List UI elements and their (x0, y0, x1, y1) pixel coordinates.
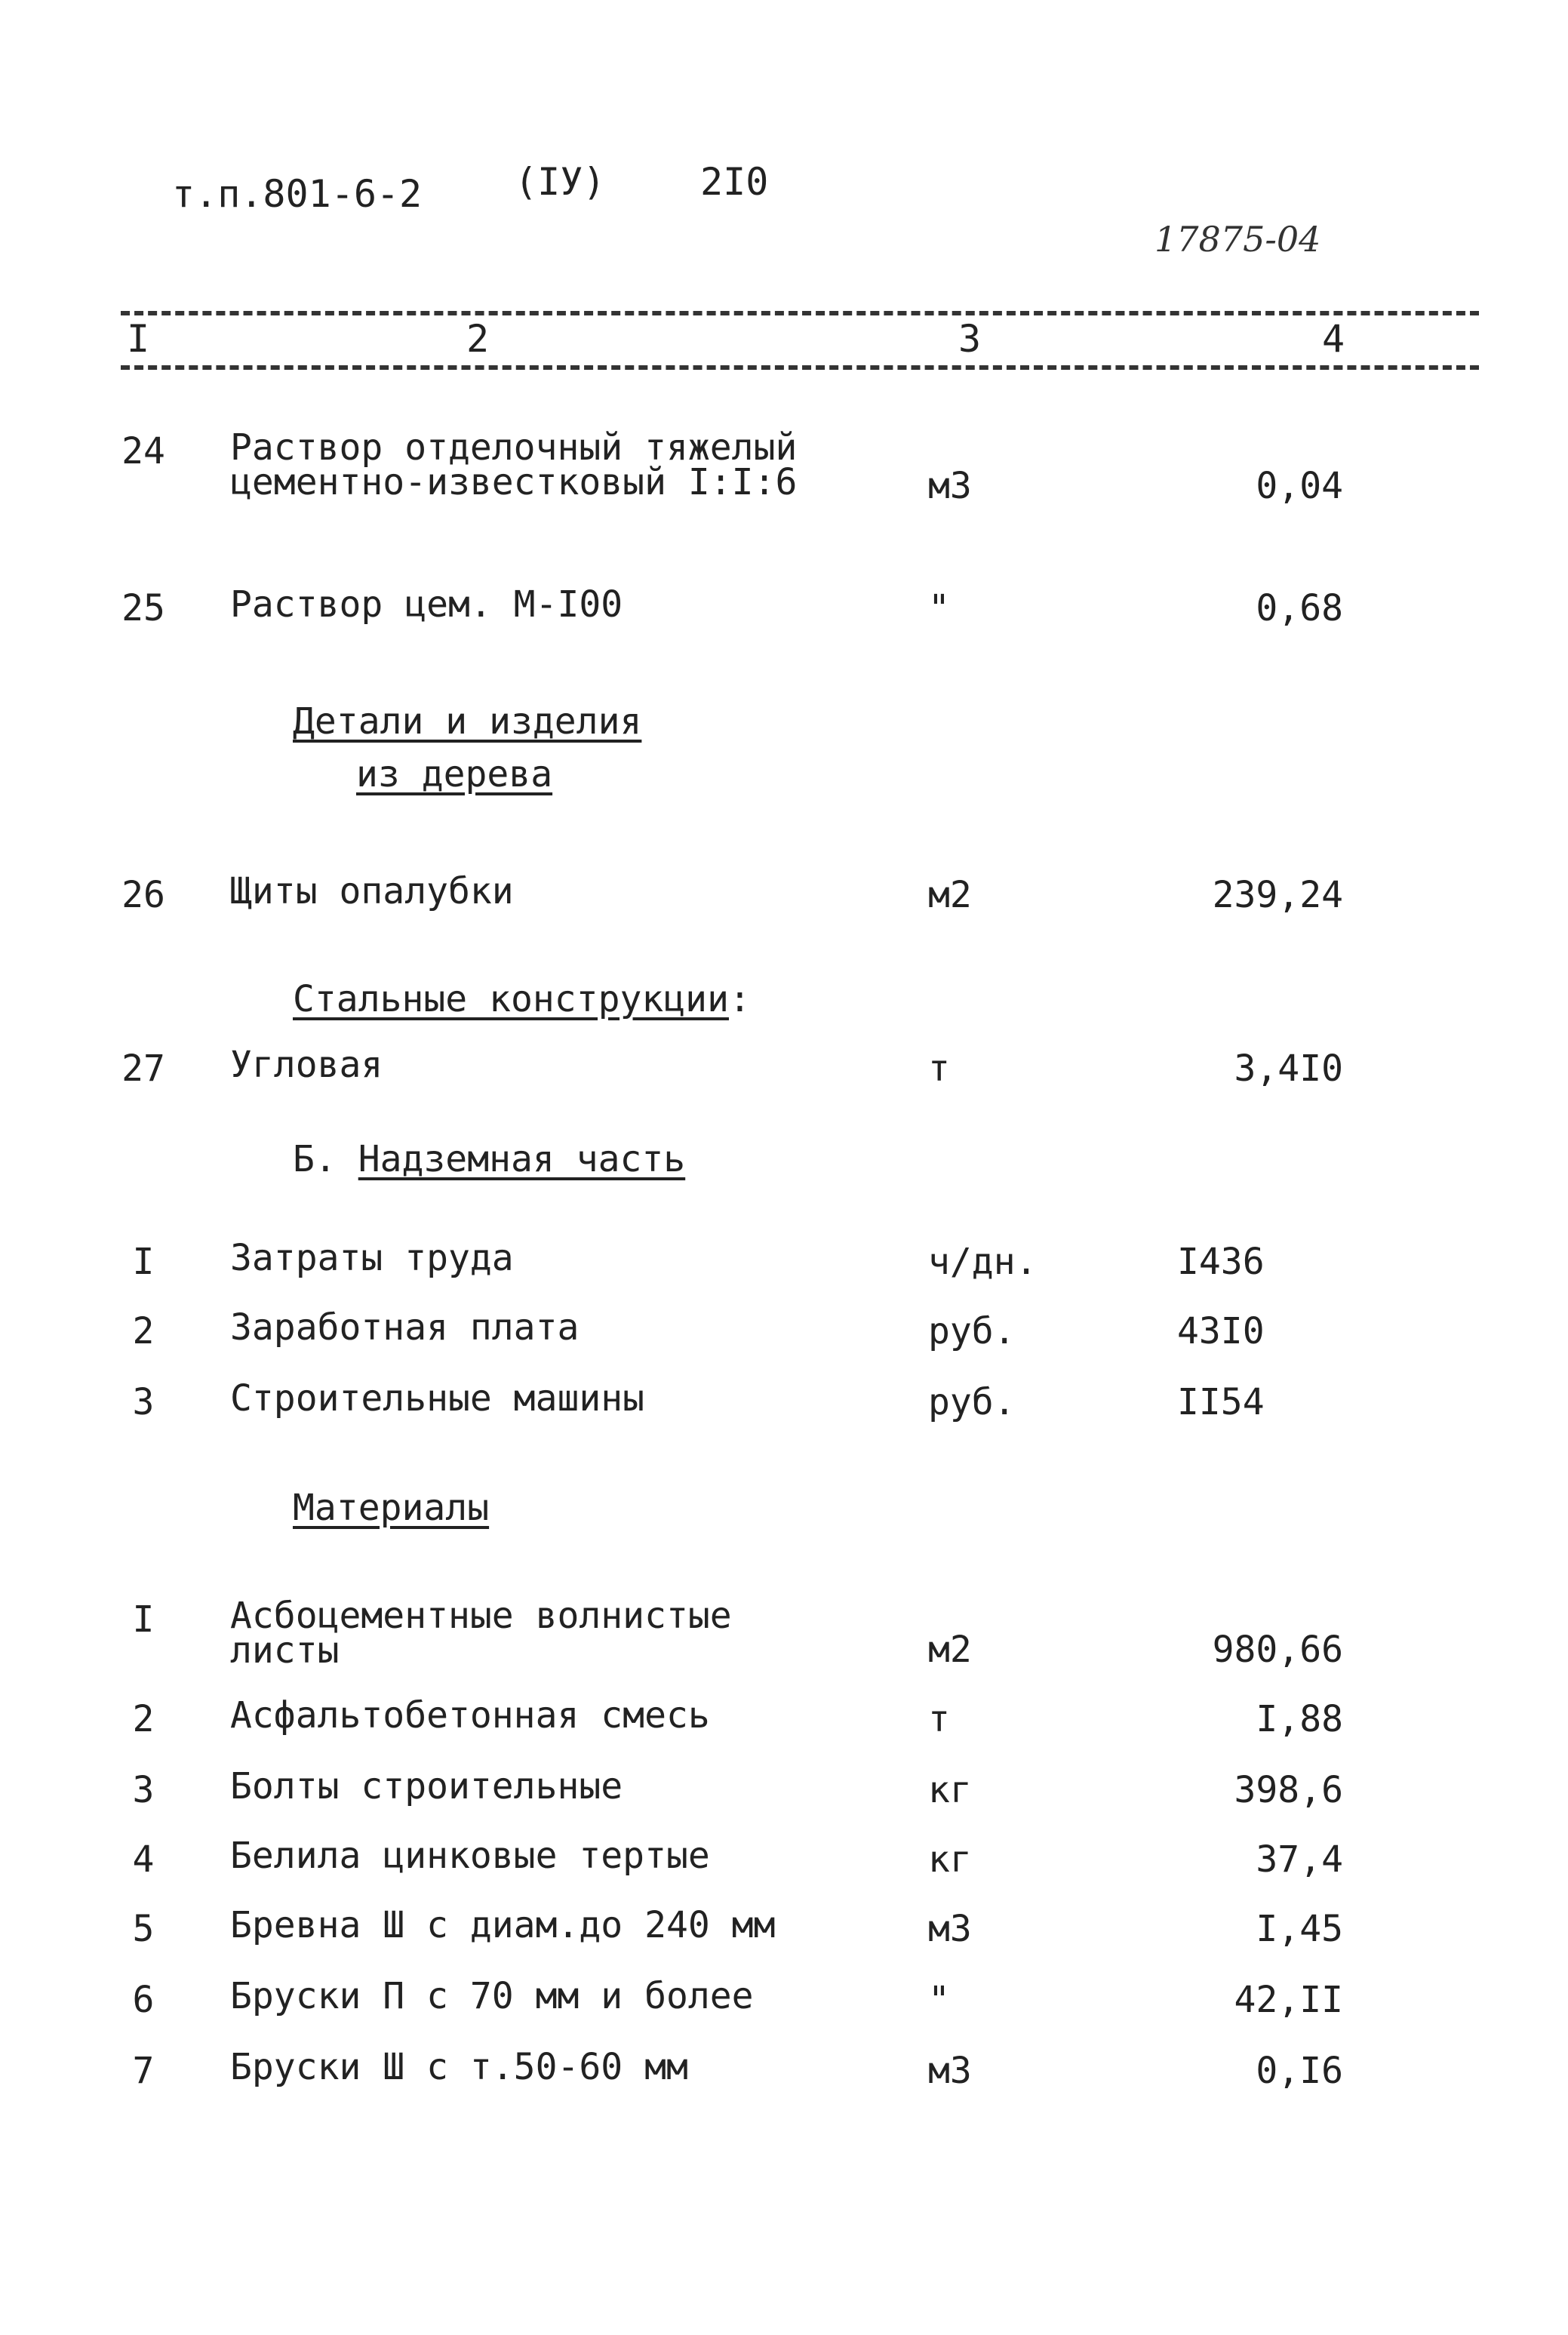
row-number: 4 (132, 1838, 155, 1881)
row-number: 26 (121, 874, 165, 916)
handwritten-stamp: 17875-04 (1154, 219, 1321, 260)
row-number: 27 (121, 1048, 165, 1090)
column-number-1: I (127, 317, 150, 361)
row-unit: ч/дн. (928, 1241, 1038, 1283)
steel-heading-text: Стальные конструкции (293, 978, 729, 1020)
row-number: 2 (132, 1698, 155, 1740)
row-quantity: 0,I6 (1256, 2050, 1343, 2092)
page-number: 2I0 (700, 160, 769, 204)
row-unit: м3 (928, 465, 972, 507)
row-quantity: 43I0 (1177, 1310, 1265, 1352)
materials-heading-text: Материалы (293, 1487, 490, 1529)
row-name: Бруски Ш с т.50-60 мм (230, 2046, 688, 2088)
row-name-line-2: цементно-известковый I:I:6 (230, 461, 798, 503)
row-unit: кг (928, 1838, 972, 1881)
volume-number: (IУ) (515, 160, 606, 204)
row-name: Белила цинковые тертые (230, 1835, 710, 1877)
column-number-4: 4 (1322, 317, 1345, 361)
table-row (0, 1975, 1568, 2024)
table-row (0, 1765, 1568, 1814)
row-quantity: 37,4 (1256, 1838, 1343, 1881)
row-number: 25 (121, 587, 165, 629)
table-row (0, 1044, 1568, 1093)
row-unit: " (928, 587, 950, 629)
row-unit: м2 (928, 874, 972, 916)
row-unit: кг (928, 1769, 972, 1811)
row-quantity: I,88 (1256, 1698, 1343, 1740)
row-quantity: 42,II (1234, 1979, 1343, 2021)
column-header-bottom-rule (121, 365, 1479, 370)
row-number: 3 (132, 1381, 155, 1423)
table-row (0, 583, 1568, 632)
row-quantity: I,45 (1256, 1908, 1343, 1950)
table-row (0, 1377, 1568, 1426)
row-quantity: 0,04 (1256, 465, 1343, 507)
row-name: Болты строительные (230, 1765, 623, 1807)
row-name: Затраты труда (230, 1237, 514, 1279)
table-row (0, 1694, 1568, 1743)
row-unit: " (928, 1979, 950, 2021)
row-unit: т (928, 1698, 950, 1740)
table-row (0, 2046, 1568, 2095)
column-number-3: 3 (958, 317, 982, 361)
row-number: 3 (132, 1769, 155, 1811)
row-number: I (132, 1241, 155, 1283)
column-number-2: 2 (466, 317, 490, 361)
row-quantity: 239,24 (1212, 874, 1343, 916)
row-number: 6 (132, 1979, 155, 2021)
section-b-title: Надземная часть (358, 1138, 686, 1180)
row-name-line-2: листы (230, 1629, 340, 1672)
row-name-line-1: Раствор отделочный тяжелый (230, 426, 798, 469)
row-name: Асфальтобетонная смесь (230, 1694, 710, 1737)
table-row (0, 1306, 1568, 1355)
row-name: Раствор цем. М-I00 (230, 583, 623, 626)
row-name: Щиты опалубки (230, 870, 514, 912)
row-name: Строительные машины (230, 1377, 645, 1420)
section-b-prefix: Б. (293, 1138, 358, 1180)
wood-heading-line-2: из дерева (356, 753, 553, 795)
table-row (0, 1237, 1568, 1286)
table-row (0, 426, 1568, 507)
row-name: Бруски П с 70 мм и более (230, 1975, 754, 2017)
row-unit: т (928, 1048, 950, 1090)
row-quantity: 0,68 (1256, 587, 1343, 629)
row-number: I (132, 1598, 155, 1641)
row-name: Угловая (230, 1044, 383, 1086)
row-number: 5 (132, 1908, 155, 1950)
row-name-line-1: Асбоцементные волнистые (230, 1595, 732, 1637)
row-number: 7 (132, 2050, 155, 2092)
row-quantity: 980,66 (1212, 1629, 1343, 1671)
row-name: Заработная плата (230, 1306, 580, 1349)
document-code: т.п.801-6-2 (172, 172, 423, 216)
row-number: 2 (132, 1310, 155, 1352)
row-unit: руб. (928, 1381, 1016, 1423)
row-number: 24 (121, 430, 165, 472)
table-row (0, 1904, 1568, 1953)
row-unit: м3 (928, 2050, 972, 2092)
steel-heading-colon: : (728, 978, 751, 1020)
row-unit: м2 (928, 1629, 972, 1671)
row-quantity: 398,6 (1234, 1769, 1343, 1811)
row-unit: м3 (928, 1908, 972, 1950)
row-quantity: 3,4I0 (1234, 1048, 1343, 1090)
steel-heading (293, 963, 751, 1035)
wood-heading-line-1: Детали и изделия (293, 700, 642, 743)
row-name: Бревна Ш с диам.до 240 мм (230, 1904, 776, 1946)
row-unit: руб. (928, 1310, 1016, 1352)
table-row (0, 1835, 1568, 1884)
section-b-heading (293, 1123, 685, 1195)
table-row (0, 870, 1568, 919)
materials-heading (293, 1472, 489, 1544)
column-header-top-rule (121, 311, 1479, 315)
table-row (0, 1595, 1568, 1672)
row-quantity: II54 (1177, 1381, 1265, 1423)
row-quantity: I436 (1177, 1241, 1265, 1283)
